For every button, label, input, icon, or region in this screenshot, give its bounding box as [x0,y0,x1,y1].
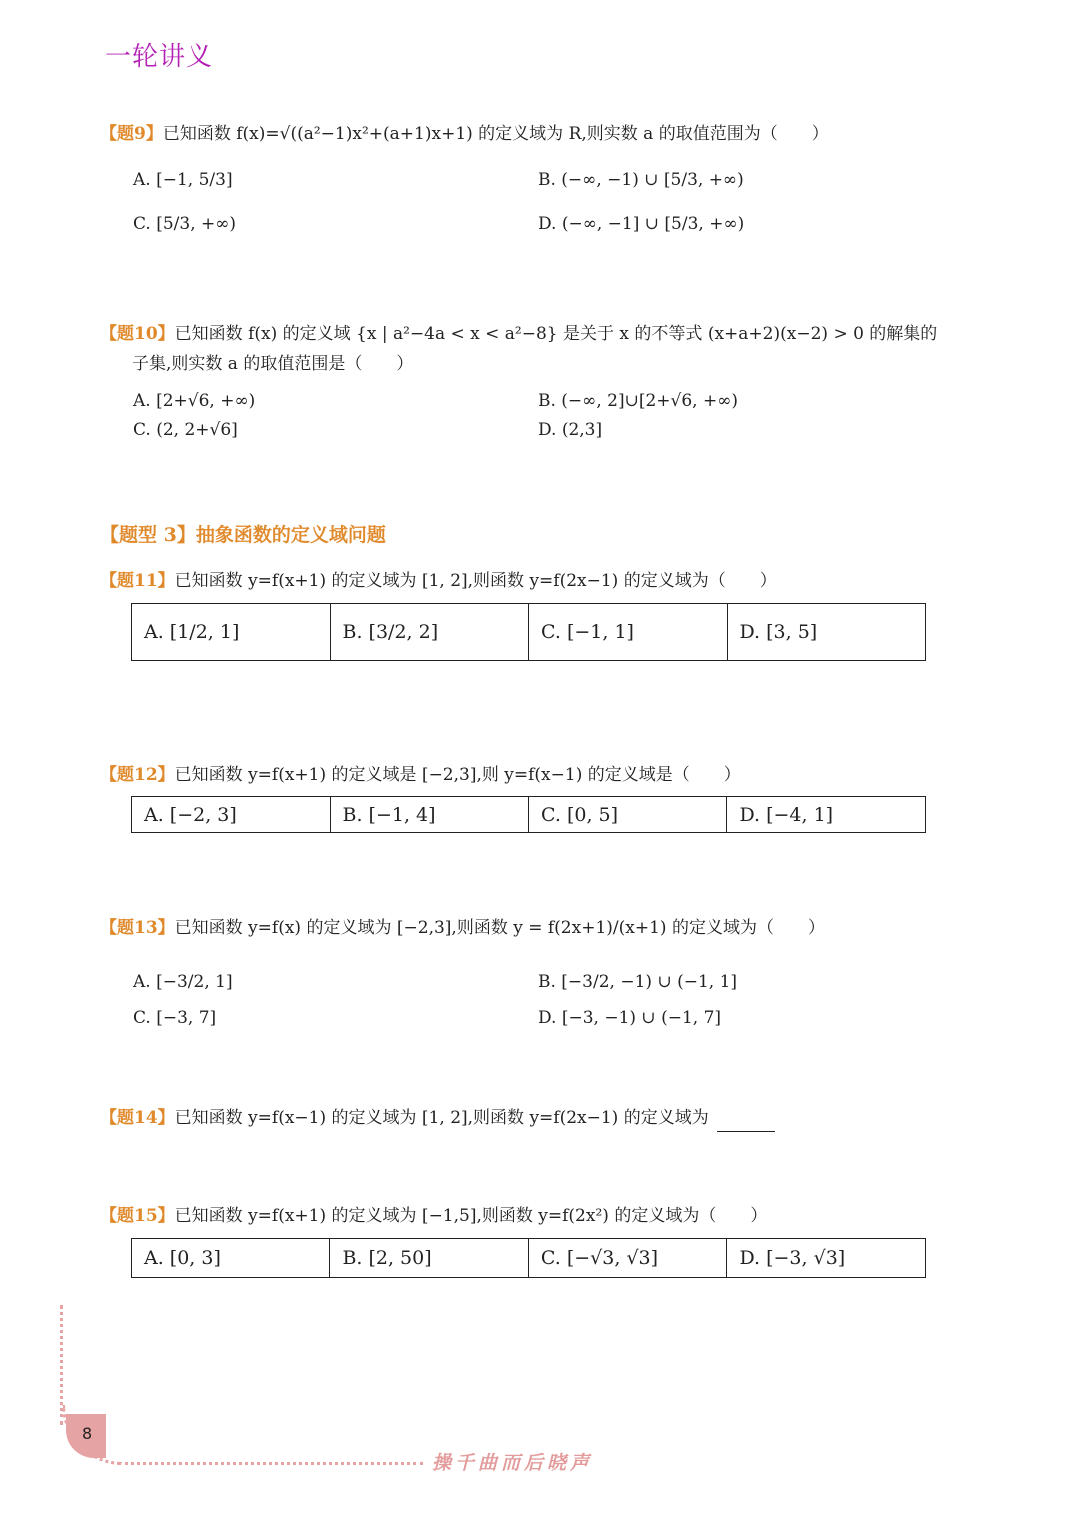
decorative-dotted-line [118,1462,423,1465]
section-title: 【题型 3】抽象函数的定义域问题 [100,524,386,546]
option-b: B. [−3/2, −1) ∪ (−1, 1] [538,972,738,992]
option-a: A. [−2, 3] [132,797,331,833]
question-tag: 【题13】 [100,918,175,938]
option-b: B. [3/2, 2] [330,604,529,661]
question-tag: 【题10】 [100,324,175,344]
question-tag: 【题11】 [100,571,175,591]
question-stem: 已知函数 y=f(x+1) 的定义域为 [−1,5],则函数 y=f(2x²) 的定义域为（ ） [174,1206,768,1226]
option-a: A. [−1, 5/3] [133,170,233,190]
option-d: D. (−∞, −1] ∪ [5/3, +∞) [538,214,745,234]
option-b: B. [−1, 4] [330,797,529,833]
option-c: C. [−1, 1] [529,604,728,661]
option-c: C. [−√3, √3] [528,1239,727,1278]
options-table [131,603,926,661]
question-tag: 【题12】 [100,765,175,785]
option-d: D. [−4, 1] [727,797,926,833]
question-stem: 已知函数 y=f(x−1) 的定义域为 [1, 2],则函数 y=f(2x−1) 的定义域为 [174,1108,709,1128]
option-d: D. [−3, √3] [727,1239,926,1278]
question-stem-continued: 子集,则实数 a 的取值范围是（ ） [132,354,414,374]
question-stem: 已知函数 f(x) 的定义域 {x | a²−4a < x < a²−8} 是关于 x 的不等式 (x+a+2)(x−2) > 0 的解集的 [174,324,938,344]
option-c: C. (2, 2+√6] [133,420,238,440]
option-d: D. (2,3] [538,420,603,440]
question-14 [100,1104,775,1132]
page-number: 8 [82,1424,93,1443]
question-tag: 【题14】 [100,1108,175,1128]
option-a: A. [−3/2, 1] [133,972,233,992]
question-stem: 已知函数 y=f(x+1) 的定义域是 [−2,3],则 y=f(x−1) 的定义域是（ ） [174,765,741,785]
question-tag: 【题15】 [100,1206,175,1226]
question-11 [100,567,777,595]
question-stem: 已知函数 y=f(x) 的定义域为 [−2,3],则函数 y = f(2x+1)/(x+1) 的定义域为（ ） [174,918,825,938]
options-table [131,796,926,833]
option-c: C. [0, 5] [529,797,727,833]
question-stem: 已知函数 y=f(x+1) 的定义域为 [1, 2],则函数 y=f(2x−1) 的定义域为（ ） [174,571,777,591]
footer-motto: 操千曲而后晓声 [432,1452,594,1474]
option-c: C. [−3, 7] [133,1008,217,1028]
option-d: D. [−3, −1) ∪ (−1, 7] [538,1008,722,1028]
option-c: C. [5/3, +∞) [133,214,237,234]
options-table [131,1238,926,1278]
question-15 [100,1202,767,1230]
page-title: 一轮讲义 [105,42,214,72]
question-12 [100,761,741,789]
option-b: B. (−∞, 2]∪[2+√6, +∞) [538,391,739,411]
answer-blank[interactable] [717,1112,775,1132]
question-9 [100,120,829,148]
option-a: A. [2+√6, +∞) [133,391,256,411]
option-a: A. [1/2, 1] [132,604,331,661]
option-b: B. (−∞, −1) ∪ [5/3, +∞) [538,170,744,190]
option-a: A. [0, 3] [132,1239,330,1278]
question-10 [100,320,937,348]
question-13 [100,914,825,942]
question-tag: 【题9】 [100,124,163,144]
option-b: B. [2, 50] [330,1239,528,1278]
option-d: D. [3, 5] [727,604,926,661]
question-stem: 已知函数 f(x)=√((a²−1)x²+(a+1)x+1) 的定义域为 R,则实数 a 的取值范围为（ ） [162,124,829,144]
